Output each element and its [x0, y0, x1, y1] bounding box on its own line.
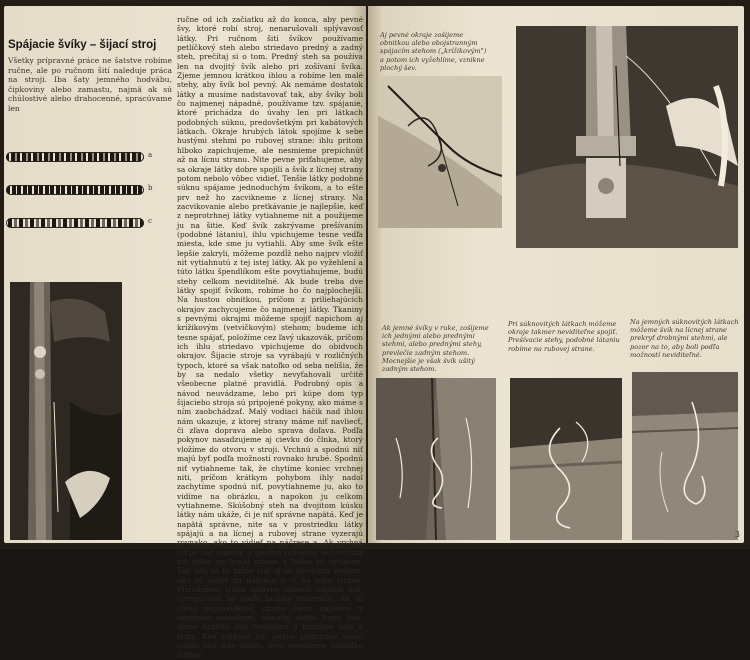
- stitch-chain-b-icon: [6, 185, 144, 195]
- stitch-diagram-a: [6, 150, 153, 164]
- machine-needle-closeup-photo: [516, 26, 738, 248]
- left-page: [4, 6, 366, 660]
- main-text-column: ručne od ich začiatku až do konca, aby pevné švy, ktoré robí stroj, nenarušovali splývavosť látky. Pri ručnom šití švíkov používame petlíčkový steh alebo striedavo predný a zadný steh, prečítaj si o tom. Predný steh sa používa len na dvojitý švík alebo pri zošívaní švíka. Zjeme jemnou krátkou ihlou a robíme len malé stehy, aby švík bol pevný. Ak nemáme dostatok látky a musíme nadstavovať tak, aby švíky boli čo najmenej nápadné, používame tzv. spájanie, ktoré prichádza do úvahy len pri látkach podobných súknu, predovšetkým pri kabátových látkach. Okraje hrubých látok spojíme k sebe hustými stehmi po rubovej strane: ihlu pritom hlboko zapichujeme, ale nesmieme prepichnúť až na lícnu stranu. Nite pevne priťahujeme, aby sa okraje látky dobre spojili a švík z lícnej strany potom nebolo vôbec vidieť. Tenšie látky podobné súknu spájame jednoduchým švíkom, a to ešte prv než ho zacvikneme z lícnej strany. Na zacvikovanie alebo pretkávanie je najlepšie, keď z neprotrhnej látky vytiahneme nit a použijeme ju na šitie. Keď švík zakrývame prešívaním (podobné látaniu), ihlu vpichujeme tesne vedľa miesta, kde sme ju vytiahli. Aby sme švík ešte lepšie zakryli, môžeme pozdĺž neho najprv vložiť nit vytiahnutú z tej istej látky. Ak po vyžehlení a túto látku špendlíkom ešte povytiahujeme, budú stehy celkom neviditeľné. Ak bude treba dve látky spojiť švíkom, robíme ho čo najplochejší. Na hustou obnitkou, príčom z priliehajúcich okrajov zachycujeme čo najmenej látky. Tkaniny s pevnými okrajmi môžeme spojiť napichom aj krížikovým (vetvičkovým) stehom; budeme ich tesne spájať, položíme cez ľavý ukazovák, príčom ich ihlu striedavo vpichujeme do obidvoch okrajov. Šijacie stroje sa vyrábajú v rozličných typoch, ktoré sa však natoľko od seba nelíšia, že by sa nedalo všetky nevyťahovali určité všeobecne platné pravidlá. Podrobný opis a návod neuvádzame, lebo pri kúpe dom typ šijacieho stroja sú pripojené pokyny, ako máme s ním zaobchádzať. Malý vodiaci háčik nad ihlou nám ukazuje, z ktorej strany máme niť navliecť, či zľava doprava alebo sprava doľava. Podľa pokynov nasadzujeme aj cievku do člnka, ktorý vložíme do otvoru v stroji. Vrchnú a spodnú niť majú byť podľa možností rovnako hrubé. Spodnú niť vytiahneme tak, že chytíme koniec vrchnej niti, príčom krátkym pohybom ihly nadol zachytíme spodnú niť, povytiahneme ju, ako to vidíme na obrázku, a napokon ju celkom vytiahneme. Skúšobný steh na dvojitom kúsku látky nám ukáže, či je niť správne napätá. Keď je napätá správne, nite sa v prostriedku látky spájajú a na lícnej a rubovej strane vyzerajú rovnako, ako to vidieť na náčrese a. Ak vrchná niť je viac napätá, a spodná voľnejšia, leží vrchná niť voľne na lícnej strane a ľahko sa vytiahne. Tak isto sa to môže stať aj so spodným stehom, ako to vidieť na náčrese b, c na tejto strane. Prirodzene, treba správne upraviť napätie nití, vyreguluvať ho podľa hrúbky materiálu. Ak sú stehy nepravidelné, chybu často nájdeme v obrátene nasadenej, ohnutej alebo tupej ihle, alebo hrúbka ihly nesúhlasí s hrúbkou nite a látky. Keď celkovo šiť, pevne pridržíme ľavou rukou oba nite vzadu, kým neušijeme niekoľko stehov.: [177, 15, 363, 660]
- seam-photo-1: [376, 378, 496, 540]
- caption-hand-seam: Ak jemné švíky v ruke, zošijeme ich jednými alebo prednými stehmi, alebo prednými stehy, prevlečie zadným stehom. Mocnejšie je však švík ušitý zadným stehom.: [382, 324, 489, 374]
- caption-cover-seam: Na jemných súknovitých látkach môžeme švík na lícnej strane prekryť drobnými stehmi, ale pozor na to, aby boli podľa možností neviditeľné.: [630, 318, 739, 359]
- sewing-machine-photo: [10, 282, 122, 540]
- intro-paragraph: Všetky prípravné práce ne šatstve robíme ručne, ale po ručnom šití naleduje práca na stroji. Iba šaty jemného hodvábu, čipkoviny alebo zamastu, najmä ak sú chúlostivé alebo drahocenné, spracúvame len: [8, 56, 172, 113]
- stitch-label-b: b: [148, 184, 153, 192]
- page-number: 3: [734, 530, 740, 539]
- caption-overcast: Aj pevné okraje zošijeme obnitkou alebo obojstranným spájacím stehom („krížikovým") a potom ich vyžehlíme, vznikne plochý šev.: [380, 31, 487, 72]
- seam-photo-3: [632, 372, 738, 540]
- caption-invisible-join: Pri súknovitých látkach môžeme okraje takmer neviditeľne spojiť. Prešívacie stehy, podobné látaniu robíme na rubovej strane.: [508, 320, 620, 353]
- stitch-diagram-c: [6, 216, 152, 230]
- stitch-chain-c-icon: [6, 218, 144, 228]
- hand-stitch-photo: [378, 76, 502, 228]
- stitch-label-c: c: [148, 217, 152, 225]
- seam-photo-2: [510, 378, 622, 540]
- stitch-diagram-b: [6, 183, 153, 197]
- stitch-chain-a-icon: [6, 152, 144, 162]
- stitch-label-a: a: [148, 151, 153, 159]
- right-page: [368, 6, 744, 543]
- page-heading: Spájacie švíky – šijací stroj: [8, 39, 157, 51]
